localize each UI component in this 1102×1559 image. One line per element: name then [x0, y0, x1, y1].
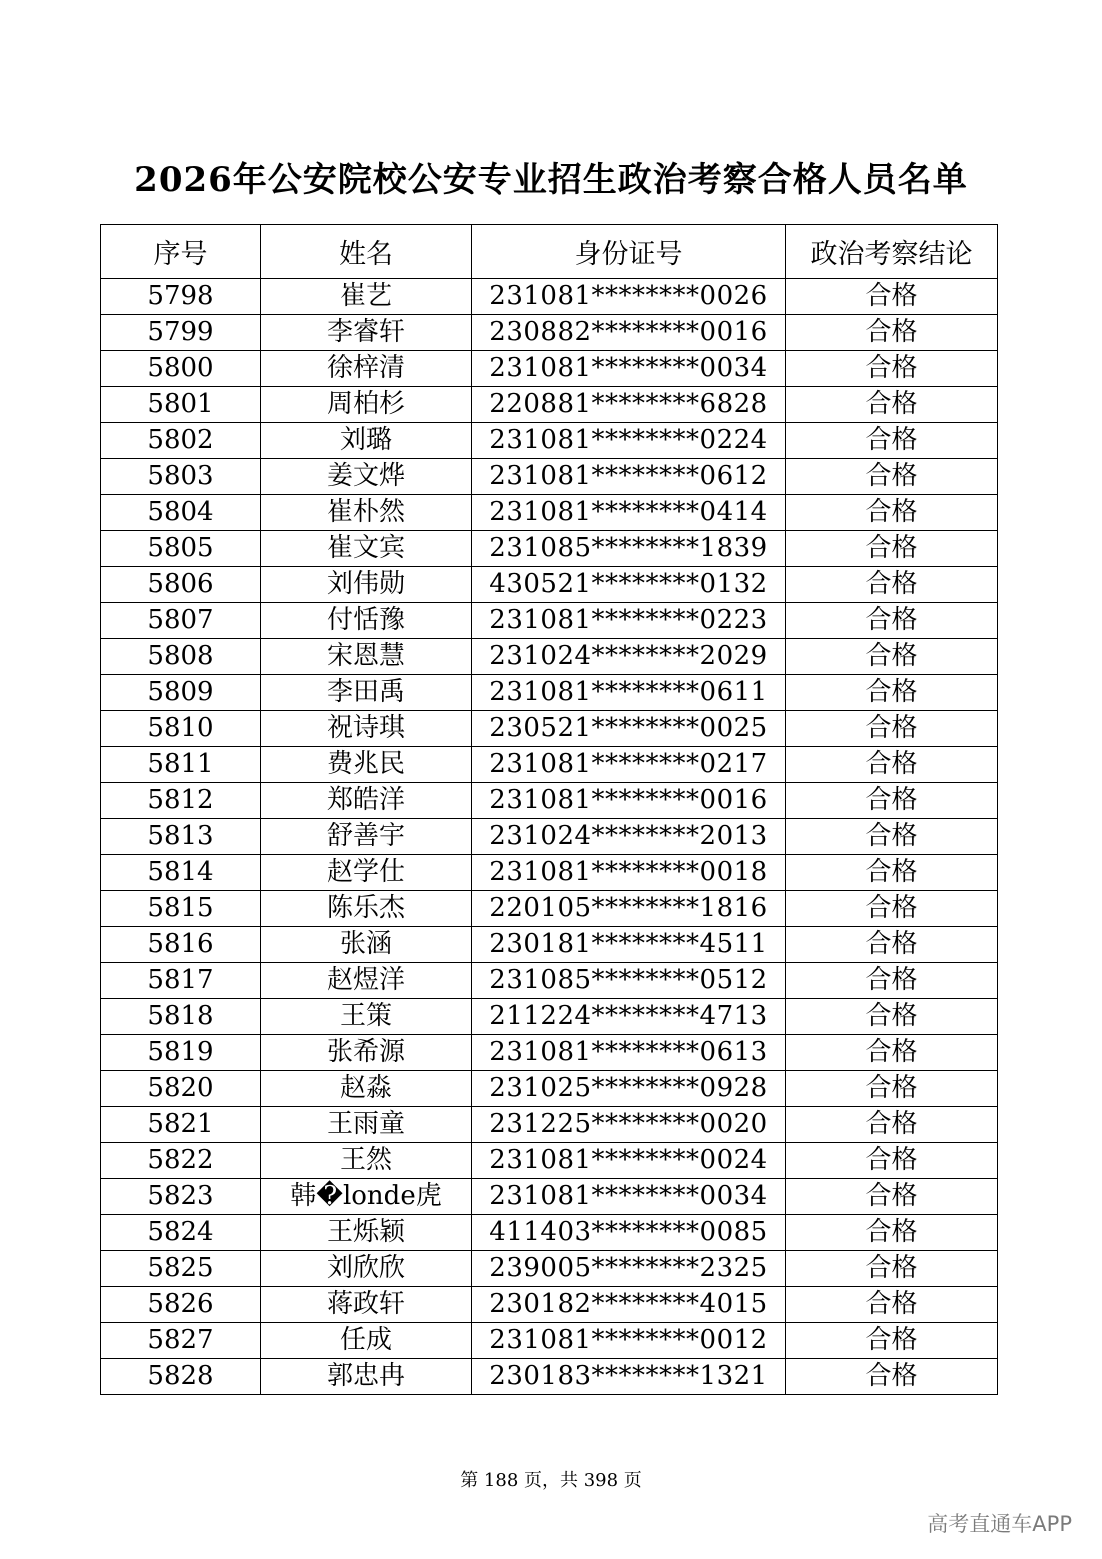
table-row: [101, 963, 998, 999]
cell-political-review-result: 合格: [786, 927, 998, 963]
table-row: [101, 819, 998, 855]
cell-name: 王然: [261, 1143, 472, 1179]
cell-id-number: 230181********4511: [472, 927, 786, 963]
table-row: [101, 675, 998, 711]
cell-id-number: 231081********0612: [472, 459, 786, 495]
cell-name: 王烁颖: [261, 1215, 472, 1251]
cell-serial-number: 5814: [101, 855, 261, 891]
cell-political-review-result: 合格: [786, 351, 998, 387]
cell-id-number: 231024********2029: [472, 639, 786, 675]
cell-id-number: 230882********0016: [472, 315, 786, 351]
cell-political-review-result: 合格: [786, 1323, 998, 1359]
cell-political-review-result: 合格: [786, 1071, 998, 1107]
cell-political-review-result: 合格: [786, 387, 998, 423]
cell-political-review-result: 合格: [786, 855, 998, 891]
cell-id-number: 211224********4713: [472, 999, 786, 1035]
cell-name: 郭忠冉: [261, 1359, 472, 1395]
cell-political-review-result: 合格: [786, 1359, 998, 1395]
cell-name: 费兆民: [261, 747, 472, 783]
table-row: [101, 567, 998, 603]
header-serial-number: 序号: [101, 225, 261, 279]
table-row: [101, 1107, 998, 1143]
cell-id-number: 231081********0024: [472, 1143, 786, 1179]
cell-serial-number: 5821: [101, 1107, 261, 1143]
cell-serial-number: 5815: [101, 891, 261, 927]
cell-id-number: 231085********1839: [472, 531, 786, 567]
table-row: [101, 927, 998, 963]
cell-political-review-result: 合格: [786, 747, 998, 783]
cell-name: 姜文烨: [261, 459, 472, 495]
cell-serial-number: 5813: [101, 819, 261, 855]
cell-id-number: 231081********0026: [472, 279, 786, 315]
cell-serial-number: 5816: [101, 927, 261, 963]
cell-political-review-result: 合格: [786, 963, 998, 999]
cell-id-number: 231081********0414: [472, 495, 786, 531]
header-id-number: 身份证号: [472, 225, 786, 279]
cell-serial-number: 5818: [101, 999, 261, 1035]
cell-political-review-result: 合格: [786, 1143, 998, 1179]
table-header: [101, 225, 998, 279]
table-body: [101, 279, 998, 1395]
cell-id-number: 230182********4015: [472, 1287, 786, 1323]
cell-serial-number: 5804: [101, 495, 261, 531]
cell-name: 陈乐杰: [261, 891, 472, 927]
cell-name: 刘伟勋: [261, 567, 472, 603]
table-row: [101, 999, 998, 1035]
table-row: [101, 1179, 998, 1215]
cell-political-review-result: 合格: [786, 603, 998, 639]
cell-name: 刘欣欣: [261, 1251, 472, 1287]
table-row: [101, 351, 998, 387]
cell-name: 赵煜洋: [261, 963, 472, 999]
cell-serial-number: 5828: [101, 1359, 261, 1395]
table-row: [101, 531, 998, 567]
cell-name: 崔文宾: [261, 531, 472, 567]
table-row: [101, 891, 998, 927]
table-row: [101, 783, 998, 819]
table-row: [101, 1035, 998, 1071]
cell-serial-number: 5810: [101, 711, 261, 747]
cell-political-review-result: 合格: [786, 999, 998, 1035]
cell-political-review-result: 合格: [786, 495, 998, 531]
header-political-review-result: 政治考察结论: [786, 225, 998, 279]
cell-political-review-result: 合格: [786, 819, 998, 855]
cell-serial-number: 5819: [101, 1035, 261, 1071]
cell-serial-number: 5801: [101, 387, 261, 423]
cell-serial-number: 5817: [101, 963, 261, 999]
cell-id-number: 231025********0928: [472, 1071, 786, 1107]
cell-serial-number: 5812: [101, 783, 261, 819]
cell-serial-number: 5811: [101, 747, 261, 783]
cell-political-review-result: 合格: [786, 1107, 998, 1143]
cell-serial-number: 5798: [101, 279, 261, 315]
cell-id-number: 231081********0613: [472, 1035, 786, 1071]
table-row: [101, 855, 998, 891]
cell-serial-number: 5807: [101, 603, 261, 639]
table-row: [101, 1287, 998, 1323]
cell-name: 韩�londe虎: [261, 1179, 472, 1215]
cell-political-review-result: 合格: [786, 1287, 998, 1323]
cell-name: 付恬豫: [261, 603, 472, 639]
cell-id-number: 231081********0012: [472, 1323, 786, 1359]
cell-id-number: 231225********0020: [472, 1107, 786, 1143]
cell-serial-number: 5826: [101, 1287, 261, 1323]
table-row: [101, 1071, 998, 1107]
cell-id-number: 411403********0085: [472, 1215, 786, 1251]
cell-id-number: 231081********0034: [472, 351, 786, 387]
cell-serial-number: 5800: [101, 351, 261, 387]
cell-political-review-result: 合格: [786, 315, 998, 351]
header-name: 姓名: [261, 225, 472, 279]
document-title: 2026年公安院校公安专业招生政治考察合格人员名单: [134, 160, 968, 200]
table-row: [101, 603, 998, 639]
cell-id-number: 430521********0132: [472, 567, 786, 603]
app-watermark: 高考直通车APP: [927, 1512, 1072, 1536]
cell-id-number: 231081********0224: [472, 423, 786, 459]
cell-name: 宋恩慧: [261, 639, 472, 675]
cell-serial-number: 5809: [101, 675, 261, 711]
cell-name: 舒善宇: [261, 819, 472, 855]
cell-name: 徐梓清: [261, 351, 472, 387]
cell-id-number: 220105********1816: [472, 891, 786, 927]
cell-serial-number: 5799: [101, 315, 261, 351]
cell-name: 王雨童: [261, 1107, 472, 1143]
cell-political-review-result: 合格: [786, 531, 998, 567]
cell-name: 张希源: [261, 1035, 472, 1071]
cell-name: 李睿轩: [261, 315, 472, 351]
cell-id-number: 220881********6828: [472, 387, 786, 423]
cell-serial-number: 5822: [101, 1143, 261, 1179]
cell-political-review-result: 合格: [786, 279, 998, 315]
cell-political-review-result: 合格: [786, 711, 998, 747]
table-row: [101, 1143, 998, 1179]
cell-id-number: 231081********0034: [472, 1179, 786, 1215]
cell-political-review-result: 合格: [786, 675, 998, 711]
cell-political-review-result: 合格: [786, 891, 998, 927]
table-row: [101, 1359, 998, 1395]
cell-political-review-result: 合格: [786, 1035, 998, 1071]
cell-serial-number: 5820: [101, 1071, 261, 1107]
cell-serial-number: 5806: [101, 567, 261, 603]
cell-id-number: 231024********2013: [472, 819, 786, 855]
page-number: 第 188 页，共 398 页: [460, 1470, 642, 1491]
cell-political-review-result: 合格: [786, 1179, 998, 1215]
cell-serial-number: 5808: [101, 639, 261, 675]
cell-serial-number: 5805: [101, 531, 261, 567]
cell-id-number: 239005********2325: [472, 1251, 786, 1287]
cell-serial-number: 5824: [101, 1215, 261, 1251]
cell-name: 赵淼: [261, 1071, 472, 1107]
table-row: [101, 495, 998, 531]
cell-serial-number: 5825: [101, 1251, 261, 1287]
cell-name: 崔朴然: [261, 495, 472, 531]
table-row: [101, 459, 998, 495]
header-row: [101, 225, 998, 279]
cell-political-review-result: 合格: [786, 1251, 998, 1287]
cell-serial-number: 5827: [101, 1323, 261, 1359]
table-row: [101, 711, 998, 747]
table-row: [101, 639, 998, 675]
cell-id-number: 230183********1321: [472, 1359, 786, 1395]
cell-name: 祝诗琪: [261, 711, 472, 747]
cell-id-number: 231081********0018: [472, 855, 786, 891]
cell-name: 周柏杉: [261, 387, 472, 423]
cell-political-review-result: 合格: [786, 1215, 998, 1251]
table-row: [101, 1323, 998, 1359]
table-row: [101, 423, 998, 459]
cell-name: 张涵: [261, 927, 472, 963]
cell-name: 王策: [261, 999, 472, 1035]
cell-name: 郑皓洋: [261, 783, 472, 819]
cell-name: 任成: [261, 1323, 472, 1359]
cell-id-number: 231081********0223: [472, 603, 786, 639]
cell-political-review-result: 合格: [786, 639, 998, 675]
cell-id-number: 230521********0025: [472, 711, 786, 747]
table-row: [101, 1215, 998, 1251]
table-row: [101, 315, 998, 351]
cell-name: 李田禹: [261, 675, 472, 711]
cell-serial-number: 5802: [101, 423, 261, 459]
table-row: [101, 747, 998, 783]
cell-political-review-result: 合格: [786, 783, 998, 819]
cell-political-review-result: 合格: [786, 459, 998, 495]
cell-serial-number: 5823: [101, 1179, 261, 1215]
cell-name: 刘璐: [261, 423, 472, 459]
table-row: [101, 279, 998, 315]
cell-serial-number: 5803: [101, 459, 261, 495]
table-row: [101, 387, 998, 423]
cell-id-number: 231081********0217: [472, 747, 786, 783]
qualified-personnel-table: [100, 224, 998, 1395]
cell-id-number: 231081********0611: [472, 675, 786, 711]
cell-political-review-result: 合格: [786, 423, 998, 459]
cell-name: 赵学仕: [261, 855, 472, 891]
cell-id-number: 231081********0016: [472, 783, 786, 819]
table-row: [101, 1251, 998, 1287]
cell-political-review-result: 合格: [786, 567, 998, 603]
cell-name: 崔艺: [261, 279, 472, 315]
cell-id-number: 231085********0512: [472, 963, 786, 999]
cell-name: 蒋政轩: [261, 1287, 472, 1323]
